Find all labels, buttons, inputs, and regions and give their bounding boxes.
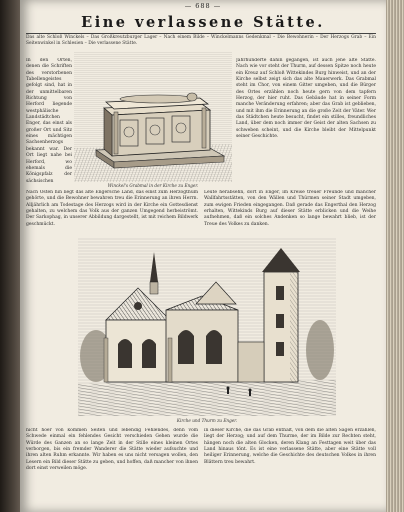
church-caption: Kirche und Thurm zu Enger. xyxy=(176,418,238,423)
text-column-bottom-left: nicht hoer von kommen Seiten und lebendig Fehlendes, denn vom Schwede einmal ein fehlendes Gesicht verschieden Gehen wurde die Würde des Ganzen an so lange Zeit in der Stille eines kleinen Ortes verborgen, bis ein fremder Wanderer die Stätte wieder aufsuchte und ihren alten Ruhm erkannte. Wir haben es uns nicht versagen wollen, den Lesern ein Bild dieser Stätte zu geben, und hoffen, daß mancher von ihnen dort einst verweilen möge. xyxy=(26,428,198,472)
page-edges xyxy=(384,0,404,512)
page xyxy=(20,0,386,512)
text-column-right-upper: Jahrhunderte dahin gegangen, ist auch jene alte Stätte. Nach wie vor steht der Thurm, auf dessen Spitze noch heute ein Kreuz auf Schloß Wittekindes Burg hinweist, und an der Kirche selbst zeigt sich das alte Mauerwerk. Das Grabmal steht im Chor, von einem Gitter umgeben, und die Bürger des Ortes erzählen noch heute gern von dem tapfern Herzog, der hier ruht. Das Gebäude hat in seiner Form manche Veränderung erfahren; aber das Grab ist geblieben, und mit ihm die Erinnerung an die große Zeit der Väter. Wer das Städtchen heute besucht, findet ein stilles, freundliches Land, über dem noch immer der Geist der alten Sachsen zu schweben scheint, und die Kirche bleibt der Mittelpunkt seiner Geschichte. xyxy=(236,58,376,140)
page-title: Eine verlassene Stätte. xyxy=(81,14,325,31)
text-column-bottom-right: in dieser Kirche, die das Grab enthält, von dem die alten Sagen erzählen, liegt der Herzog; und auf dem Thurme, der im Bilde zur Rechten steht, hängen noch die alten Glocken, deren Klang an Festtagen weit über das Land hinaus tönt. Es ist eine verlassene Stätte, aber eine Stätte voll heiliger Erinnerung, welche die Geschichte des deutschen Volkes in ihren Blättern treu bewahrt. xyxy=(204,428,376,465)
page-number: — 688 — xyxy=(184,2,222,10)
title-rule xyxy=(26,33,376,34)
subtitle: Das alte Schloß Winckels – Das Großkreutzburger Lager – Nach einem Bilde – Winckelmanns Gedenkmal – Die Bewohnerin – Der Herzogs Grab – Ein Seitenwinkel in Schlesien – Die verlassene Stätte. xyxy=(26,35,376,46)
text-column-left-middle: Nach Osten hin liegt das alte Engersche Land, das einst zum Herzogthum gehörte, und die Bewohner bewahren treu die Erinnerung an ihren Herrn. Alljährlich am Todestage des Herzogs wird in der Kirche ein Gottesdienst gehalten, zu welchem das Volk aus der ganzen Umgegend herbeiströmt. Der Sarkophag, in unserer Abbildung dargestellt, ist mit reichem Bildwerk geschmückt. xyxy=(26,190,198,227)
text-column-right-middle: Leute herabsehn, dort in Enger, im Kreise treuer Freunde und mancher Wallfahrtsstätten, von den Wällen und Thürmen seiner Stadt umgeben, zum ewigen Frieden eingegangen. Daß gerade das Engerthal den Herzog erhalten, Wittekinds Burg auf dieser Stätte erblicken und die Weihe aufnehmen, daß ein solches Andenken so lange bewahrt blieb, ist der Treue des Volkes zu danken. xyxy=(204,190,376,227)
church-engraving xyxy=(78,238,336,416)
sarcophagus-caption: Winckel's Grabmal in der Kirche zu Enger. xyxy=(107,183,199,188)
sarcophagus-engraving xyxy=(74,52,232,182)
book-binding xyxy=(0,0,22,512)
text-column-left-upper: In den Orten, denen die Schriften des verstorbenen Tabellengeistes gefolgt sind, hat in der unmittelbaren Richtung von Herford liegende westphälische Landstädtchen Enger, das einst als großer Ort und Sitz eines mächtigen Sachsenherzogs bekannt war. Der Ort liegt nahe bei Herford, wo ehemals die Königspfalz der sächsischen xyxy=(26,58,72,184)
